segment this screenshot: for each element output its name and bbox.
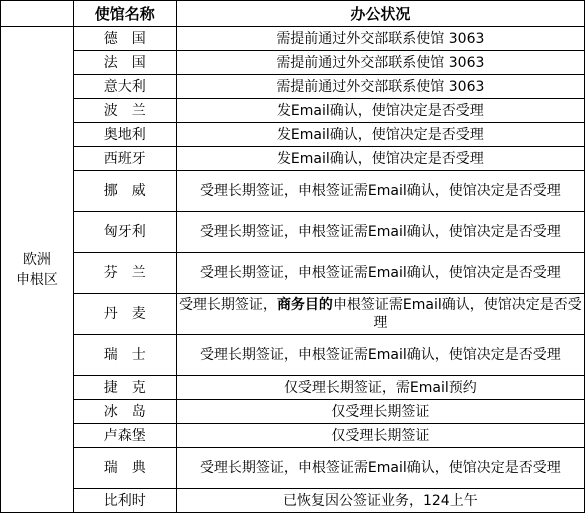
embassy-name: 意大利 — [73, 75, 176, 99]
table-row — [1, 424, 585, 448]
office-status: 仅受理长期签证 — [176, 400, 584, 424]
region-cell — [1, 27, 74, 513]
embassy-name: 德 国 — [73, 27, 176, 51]
office-status: 仅受理长期签证 — [176, 424, 584, 448]
office-status: 需提前通过外交部联系使馆 3063 — [176, 27, 584, 51]
embassy-name: 瑞 士 — [73, 335, 176, 376]
embassy-name: 冰 岛 — [73, 400, 176, 424]
office-status: 受理长期签证，申根签证需Email确认，使馆决定是否受理 — [176, 253, 584, 294]
embassy-name: 匈牙利 — [73, 212, 176, 253]
embassy-name: 西班牙 — [73, 147, 176, 171]
office-status: 需提前通过外交部联系使馆 3063 — [176, 51, 584, 75]
region-line-2: 申根区 — [15, 271, 58, 288]
table-row — [1, 171, 585, 212]
header-row — [1, 1, 585, 27]
table-row — [1, 294, 585, 335]
table-row — [1, 123, 585, 147]
office-status: 受理长期签证，申根签证需Email确认，使馆决定是否受理 — [176, 212, 584, 253]
table-row — [1, 400, 585, 424]
office-status: 受理长期签证，申根签证需Email确认，使馆决定是否受理 — [176, 335, 584, 376]
office-status: 受理长期签证，申根签证需Email确认，使馆决定是否受理 — [176, 171, 584, 212]
embassy-name: 挪 威 — [73, 171, 176, 212]
table-row — [1, 448, 585, 489]
table-row — [1, 335, 585, 376]
header-blank-cell — [1, 1, 74, 27]
header-embassy-name: 使馆名称 — [73, 1, 176, 27]
embassy-name: 波 兰 — [73, 99, 176, 123]
region-line-1: 欧洲 — [22, 251, 51, 268]
office-status: 仅受理长期签证，需Email预约 — [176, 376, 584, 400]
embassy-name: 法 国 — [73, 51, 176, 75]
embassy-name: 卢森堡 — [73, 424, 176, 448]
embassy-name: 捷 克 — [73, 376, 176, 400]
office-status: 受理长期签证，申根签证需Email确认，使馆决定是否受理 — [176, 448, 584, 489]
header-office-status: 办公状况 — [176, 1, 584, 27]
embassy-name: 奥地利 — [73, 123, 176, 147]
embassy-name: 丹 麦 — [73, 294, 176, 335]
office-status: 发Email确认，使馆决定是否受理 — [176, 147, 584, 171]
table-row — [1, 99, 585, 123]
office-status — [176, 294, 584, 335]
embassy-name: 比利时 — [73, 489, 176, 513]
office-status: 发Email确认，使馆决定是否受理 — [176, 123, 584, 147]
table-row — [1, 75, 585, 99]
table-row — [1, 376, 585, 400]
embassy-name: 瑞 典 — [73, 448, 176, 489]
table-row — [1, 27, 585, 51]
table-row — [1, 253, 585, 294]
table-row — [1, 489, 585, 513]
embassy-name: 芬 兰 — [73, 253, 176, 294]
table-row — [1, 51, 585, 75]
office-status: 发Email确认，使馆决定是否受理 — [176, 99, 584, 123]
office-status: 需提前通过外交部联系使馆 3063 — [176, 75, 584, 99]
status-text-pre: 受理长期签证， — [178, 297, 277, 313]
table-row — [1, 212, 585, 253]
status-text-bold: 商务目的 — [276, 297, 333, 313]
status-text-post: 申根签证需Email确认，使馆决定是否受理 — [332, 297, 582, 331]
table-row — [1, 147, 585, 171]
office-status: 已恢复因公签证业务，124上午 — [176, 489, 584, 513]
